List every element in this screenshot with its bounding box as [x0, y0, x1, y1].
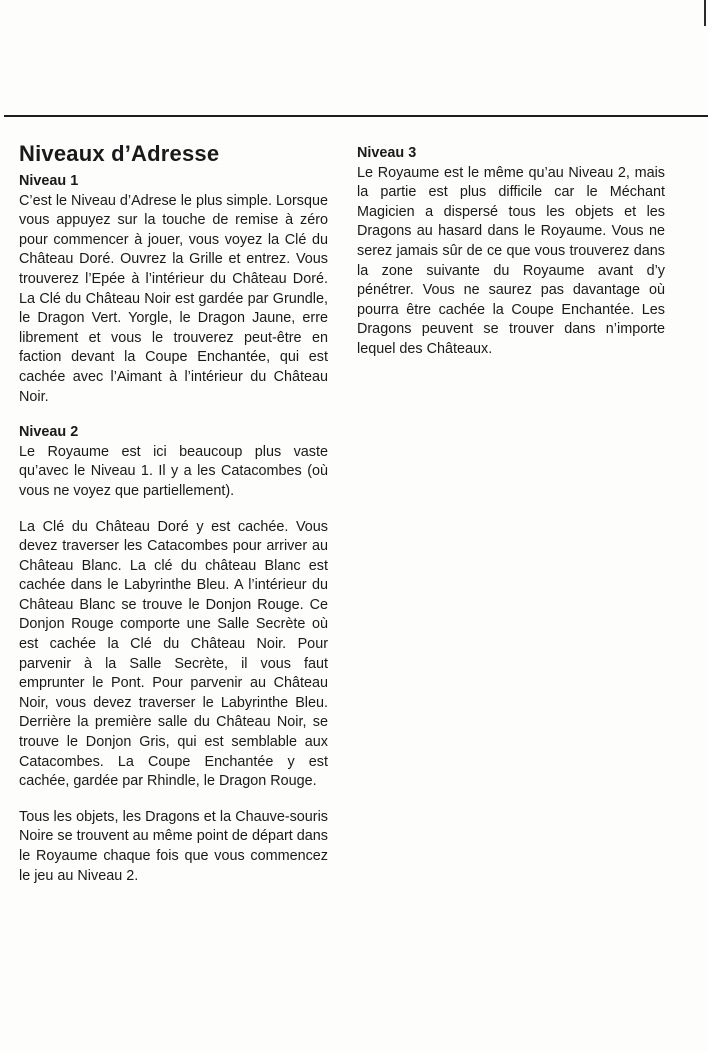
level-3-text: Le Royaume est le même qu’au Niveau 2, mais la partie est plus difficile car le Méchant Magicien a dispersé tous les objets et les Dragons au hasard dans le Royaume. Vous ne serez jamais sûr de ce que vous trouverez dans la zone suivante du Royaume avant d’y pénétrer. Vous ne saurez pas davantage où pourra être cachée la Coupe Enchantée. Les Dragons peuvent se trouver dans n’importe lequel des Châteaux. — [357, 164, 665, 357]
level-2-paragraph-1: Le Royaume est ici beaucoup plus vaste qu’avec le Niveau 1. Il y a les Catacombes (où vous ne voyez que partiellement). — [19, 443, 328, 499]
page-title: Niveaux d’Adresse — [19, 141, 220, 166]
level-2-heading: Niveau 2 — [19, 424, 79, 441]
right-column — [357, 140, 665, 376]
level-3-heading: Niveau 3 — [357, 145, 417, 161]
edge-mark — [704, 0, 706, 26]
level-1-text: C’est le Niveau d’Adrese le plus simple. Lorsque vous appuyez sur la touche de remise à zéro pour commencer à jouer, vous voyez la Clé du Château Doré. Ouvrez la Grille et entrez. Vous trouverez l’Epée à l’intérieur du Château Doré. La Clé du Château Noir est gardée par Grundle, le Dragon Vert. Yorgle, le Dragon Jaune, erre librement et vous le trouverez peut-être en faction devant la Coupe Enchantée, qui est cachée avec l’Aimant à l’intérieur du Château Noir. — [19, 192, 328, 405]
header-rule — [4, 115, 708, 117]
level-1-section — [19, 172, 328, 407]
level-2-section — [19, 423, 328, 886]
level-3-section — [357, 144, 665, 360]
level-2-paragraph-2: La Clé du Château Doré y est cachée. Vous devez traverser les Catacombes pour arriver au Château Blanc. La clé du château Blanc est cachée dans le Labyrinthe Bleu. A l’intérieur du Château Blanc se trouve le Donjon Rouge. Ce Donjon Rouge comporte une Salle Secrète où est cachée la Clé du Château Noir. Pour parvenir à la Salle Secrète, il vous faut emprunter le Pont. Pour parvenir au Château Noir, vous devez traverser le Labyrinthe Bleu. Derrière la première salle du Château Noir, se trouve le Donjon Gris, qui est semblable aux Catacombes. La Coupe Enchantée y est cachée, gardée par Rhindle, le Dragon Rouge. — [19, 518, 328, 790]
left-column — [19, 140, 328, 902]
level-2-paragraph-3: Tous les objets, les Dragons et la Chauve-souris Noire se trouvent au même point de départ dans le Royaume chaque fois que vous commencez le jeu au Niveau 2. — [19, 808, 328, 884]
level-1-heading: Niveau 1 — [19, 173, 79, 189]
